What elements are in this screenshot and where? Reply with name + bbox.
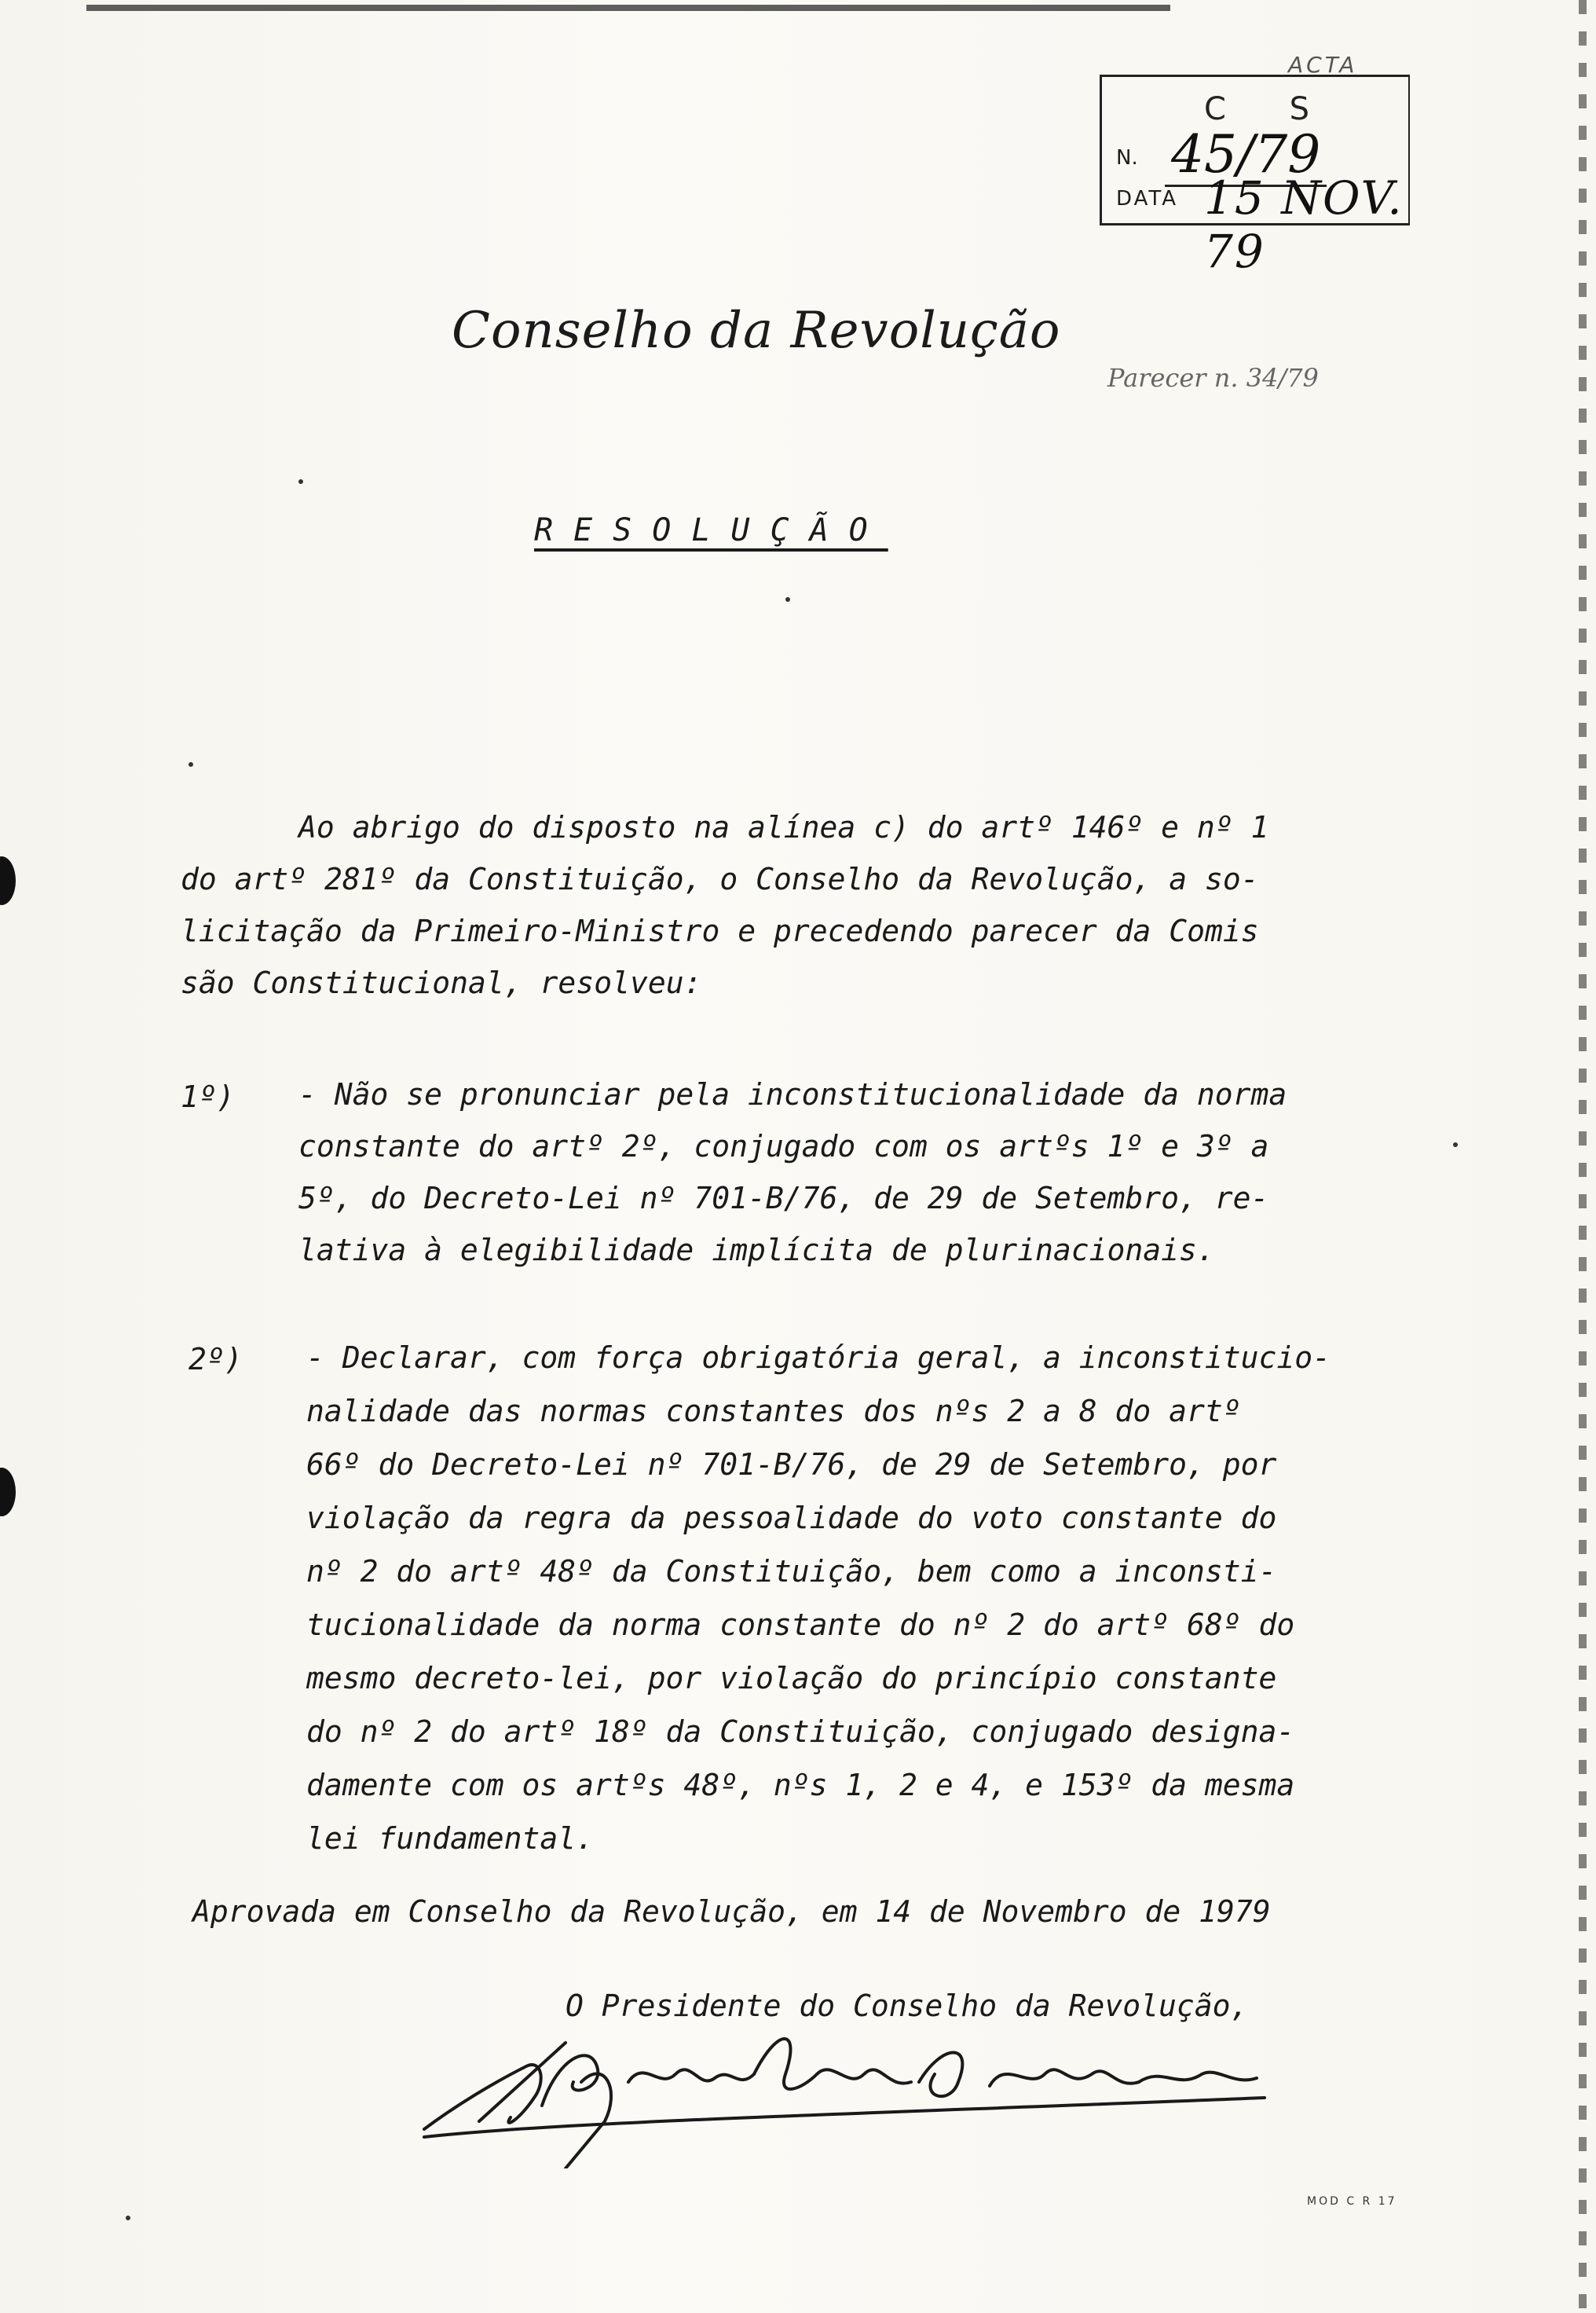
scan-speck [126, 2216, 130, 2220]
president-line: O Presidente do Conselho da Revolução, [566, 1989, 1249, 2023]
registration-stamp [1100, 75, 1410, 278]
resolution-item-1 [298, 1069, 1287, 1276]
item-line: nº 2 do artº 48º da Constituição, bem como a inconsti- [306, 1554, 1277, 1589]
item-line: 5º, do Decreto-Lei nº 701-B/76, de 29 de Setembro, re- [298, 1181, 1269, 1215]
punch-hole [0, 1468, 16, 1516]
item-line: lativa à elegibilidade implícita de plurinacionais. [298, 1233, 1215, 1267]
intro-line: do artº 281º da Constituição, o Conselho da Revolução, a so- [181, 862, 1259, 896]
intro-line: são Constitucional, resolveu: [181, 966, 702, 1000]
reference-note: Parecer n. 34/79 [1107, 363, 1319, 393]
stamp-code: C S [1204, 91, 1337, 127]
signature [408, 2011, 1351, 2168]
item-line: damente com os artºs 48º, nºs 1, 2 e 4, e 153º da mesma [306, 1768, 1295, 1802]
item-line: mesmo decreto-lei, por violação do princípio constante [306, 1661, 1277, 1695]
document-title: RESOLUÇÃO [534, 512, 888, 548]
item-line: nalidade das normas constantes dos nºs 2 a 8 do artº [306, 1394, 1241, 1428]
item-line: 66º do Decreto-Lei nº 701-B/76, de 29 de Setembro, por [306, 1447, 1277, 1482]
item-line: lei fundamental. [306, 1821, 595, 1856]
intro-line: licitação da Primeiro-Ministro e precedendo parecer da Comis [181, 914, 1259, 948]
stamp-date: 15 NOV. 79 [1204, 171, 1404, 278]
item-line: tucionalidade da norma constante do nº 2 do artº 68º do [306, 1607, 1295, 1642]
scan-speck [785, 597, 790, 602]
resolution-item-2 [306, 1331, 1331, 1865]
item-line: - Declarar, com força obrigatória geral, a inconstitucio- [306, 1340, 1331, 1375]
intro-line: Ao abrigo do disposto na alínea c) do artº 146º e nº 1 [298, 810, 1269, 845]
stamp-number: 45/79 [1165, 124, 1327, 187]
stamp-number-label: N. [1116, 146, 1138, 170]
item-number: 1º) [181, 1080, 235, 1114]
intro-paragraph [181, 801, 1268, 1009]
item-number: 2º) [189, 1342, 243, 1376]
item-line: constante do artº 2º, conjugado com os artºs 1º e 3º a [298, 1129, 1269, 1164]
item-line: violação da regra da pessoalidade do voto constante do [306, 1501, 1277, 1535]
item-line: - Não se pronunciar pela inconstitucionalidade da norma [298, 1077, 1287, 1112]
letterhead: Conselho da Revolução [452, 302, 1061, 360]
punch-hole [0, 856, 16, 905]
item-line: do nº 2 do artº 18º da Constituição, conjugado designa- [306, 1714, 1295, 1749]
approval-line: Aprovada em Conselho da Revolução, em 14 de Novembro de 1979 [192, 1894, 1271, 1929]
stamp-label: ACTA [1288, 52, 1358, 78]
scan-right-edge [1579, 0, 1587, 2313]
form-code: MOD C R 17 [1307, 2195, 1397, 2208]
scan-speck [298, 479, 303, 484]
scan-speck [189, 762, 193, 767]
scan-speck [1453, 1142, 1458, 1147]
scan-top-edge [86, 5, 1170, 11]
stamp-date-label: DATA [1116, 187, 1178, 211]
